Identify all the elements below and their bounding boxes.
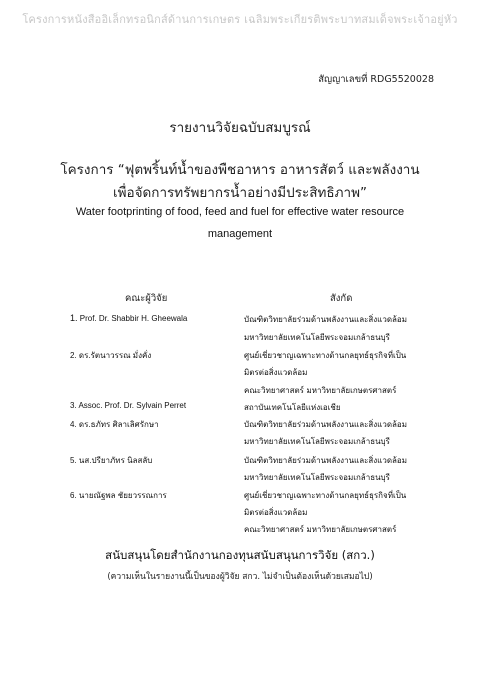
thai-title-line-2: เพื่อจัดการทรัพยากรน้ำอย่างมีประสิทธิภาพ” [113, 185, 367, 201]
researcher-6-name [70, 489, 167, 502]
contract-number: สัญญาเลขที่ RDG5520028 [318, 74, 434, 85]
researcher-6-affiliation-line-3: คณะวิทยาศาสตร์ มหาวิทยาลัยเกษตรศาสตร์ [244, 525, 397, 534]
researcher-2-affiliation-line-2: มิตรต่อสิ่งแวดล้อม [244, 368, 308, 377]
researcher-name: นส.ปรียาภัทร นิลสลับ [78, 456, 153, 465]
researcher-3-name [70, 401, 186, 410]
thai-title-line-1: โครงการ “ฟุตพริ้นท์น้ำของพืชอาหาร อาหารสัตว์ และพลังงาน [60, 162, 420, 178]
researcher-2-affiliation-line-3: คณะวิทยาศาสตร์ มหาวิทยาลัยเกษตรศาสตร์ [244, 386, 397, 395]
researcher-4-affiliation-line-2: มหาวิทยาลัยเทคโนโลยีพระจอมเกล้าธนบุรี [244, 437, 390, 446]
funding-statement: สนับสนุนโดยสำนักงานกองทุนสนับสนุนการวิจัย (สกว.) [105, 548, 375, 562]
researcher-number: 6. [70, 491, 77, 500]
header-banner: โครงการหนังสืออิเล็กทรอนิกส์ด้านการเกษตร เฉลิมพระเกียรติพระบาทสมเด็จพระเจ้าอยู่หัว [22, 13, 458, 26]
report-type-heading: รายงานวิจัยฉบับสมบูรณ์ [169, 120, 311, 136]
disclaimer: (ความเห็นในรายงานนี้เป็นของผู้วิจัย สกว. ไม่จำเป็นต้องเห็นด้วยเสมอไป) [107, 572, 373, 582]
researcher-5-affiliation-line-1: บัณฑิตวิทยาลัยร่วมด้านพลังงานและสิ่งแวดล้อม [244, 456, 408, 465]
researcher-number: 1. [70, 313, 78, 323]
researcher-3-affiliation-line-1: สถาบันเทคโนโลยีแห่งเอเชีย [244, 403, 341, 412]
researcher-6-affiliation-line-1: ศูนย์เชี่ยวชาญเฉพาะทางด้านกลยุทธ์ธุรกิจที่เป็น [244, 491, 407, 500]
researcher-2-name [70, 349, 151, 362]
researcher-number: 2. [70, 351, 77, 360]
researcher-4-name [70, 418, 159, 431]
researcher-number: 5. [70, 456, 77, 465]
researcher-number: 3. [70, 401, 77, 410]
researcher-name: Prof. Dr. Shabbir H. Gheewala [79, 314, 188, 323]
affiliation-column-heading: สังกัด [330, 293, 353, 304]
researcher-name: Assoc. Prof. Dr. Sylvain Perret [78, 401, 187, 410]
researcher-2-affiliation-line-1: ศูนย์เชี่ยวชาญเฉพาะทางด้านกลยุทธ์ธุรกิจที่เป็น [244, 351, 407, 360]
english-title-line-1: Water footprinting of food, feed and fuel for effective water resource [75, 206, 405, 218]
researcher-5-affiliation-line-2: มหาวิทยาลัยเทคโนโลยีพระจอมเกล้าธนบุรี [244, 473, 390, 482]
researcher-1-name [70, 313, 187, 323]
researcher-name: นายณัฐพล ชัยยวรรณการ [78, 491, 167, 500]
researcher-5-name [70, 454, 152, 467]
english-title-line-2: management [207, 228, 273, 240]
researcher-1-affiliation-line-1: บัณฑิตวิทยาลัยร่วมด้านพลังงานและสิ่งแวดล้อม [244, 315, 408, 324]
researcher-name: ดร.รัตนาวรรณ มั่งคั่ง [78, 351, 152, 360]
researcher-number: 4. [70, 420, 77, 429]
researcher-name: ดร.ธภัทร ศิลาเลิศรักษา [78, 420, 159, 429]
researcher-4-affiliation-line-1: บัณฑิตวิทยาลัยร่วมด้านพลังงานและสิ่งแวดล้อม [244, 420, 408, 429]
researcher-6-affiliation-line-2: มิตรต่อสิ่งแวดล้อม [244, 508, 308, 517]
researchers-column-heading: คณะผู้วิจัย [125, 293, 168, 304]
researcher-1-affiliation-line-2: มหาวิทยาลัยเทคโนโลยีพระจอมเกล้าธนบุรี [244, 333, 390, 342]
